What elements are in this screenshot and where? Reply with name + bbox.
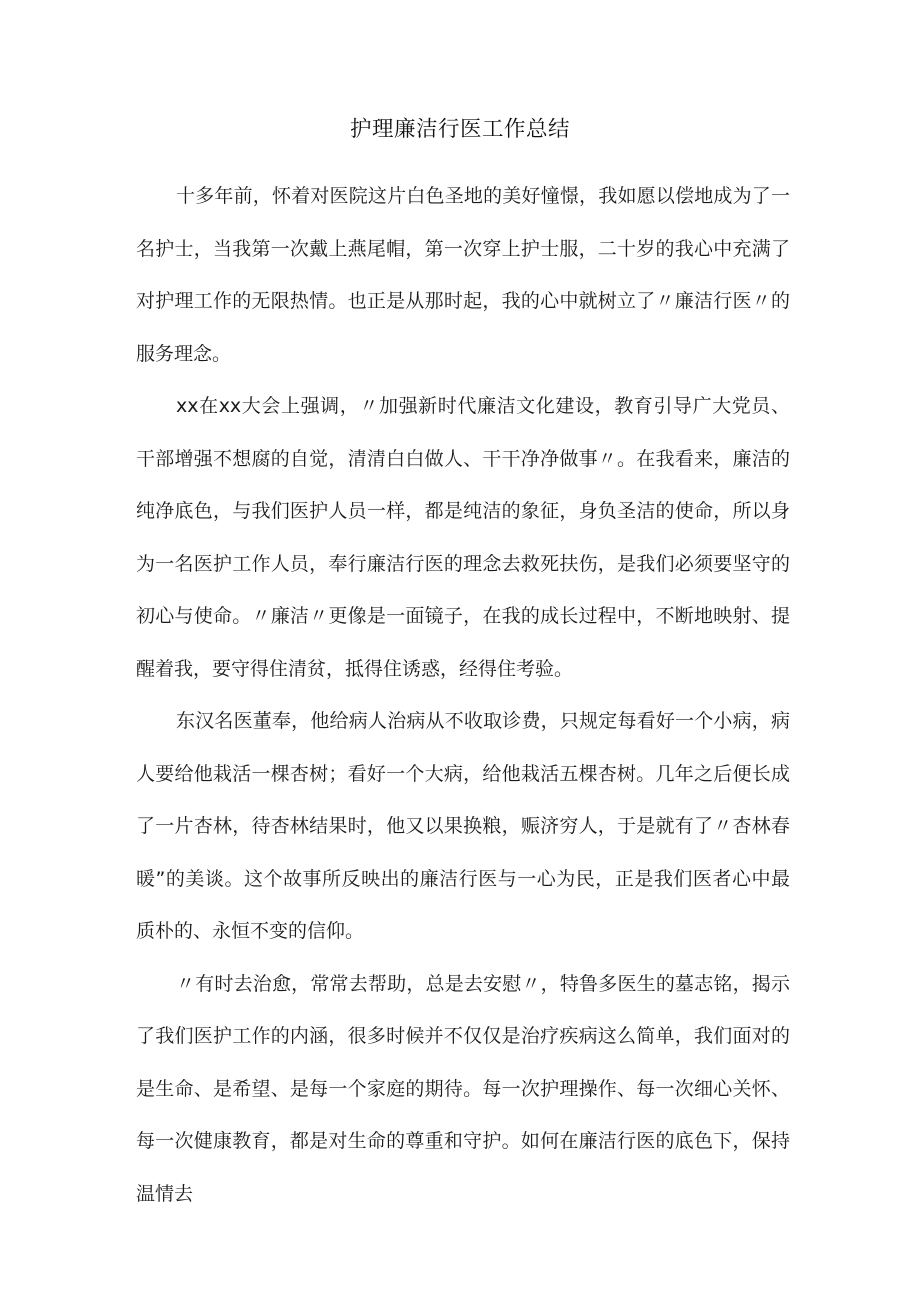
document-body — [136, 170, 790, 1220]
paragraph-4: 〃有时去治愈，常常去帮助，总是去安慰〃，特鲁多医生的墓志铭，揭示了我们医护工作的内涵，很多时候并不仅仅是治疗疾病这么简单，我们面对的是生命、是希望、是每一个家庭的期待。每一次护理操作、每一次细心关怀、每一次健康教育，都是对生命的尊重和守护。如何在廉洁行医的底色下，保持温情去 — [136, 972, 790, 1205]
paragraph-1: 十多年前，怀着对医院这片白色圣地的美好憧憬，我如愿以偿地成为了一名护士，当我第一次戴上燕尾帽，第一次穿上护士服，二十岁的我心中充满了对护理工作的无限热情。也正是从那时起，我的心中就树立了〃廉洁行医〃的服务理念。 — [136, 185, 790, 365]
document-title: 护理廉洁行医工作总结 — [349, 117, 570, 142]
paragraph-2: xx在xx大会上强调，〃加强新时代廉洁文化建设，教育引导广大党员、干部增强不想腐的自觉，清清白白做人、干干净净做事〃。在我看来，廉洁的纯净底色，与我们医护人员一样，都是纯洁的象征，身负圣洁的使命，所以身为一名医护工作人员，奉行廉洁行医的理念去救死扶伤，是我们必须要坚守的初心与使命。〃廉洁〃更像是一面镜子，在我的成长过程中，不断地映射、提醒着我，要守得住清贫，抵得住诱惑，经得住考验。 — [136, 395, 790, 680]
paragraph-3: 东汉名医董奉，他给病人治病从不收取诊费，只规定每看好一个小病，病人要给他栽活一棵杏树；看好一个大病，给他栽活五棵杏树。几年之后便长成了一片杏林，待杏林结果时，他又以果换粮，赈济穷人，于是就有了〃杏林春暖”的美谈。这个故事所反映出的廉洁行医与一心为民，正是我们医者心中最质朴的、永恒不变的信仰。 — [136, 710, 790, 942]
